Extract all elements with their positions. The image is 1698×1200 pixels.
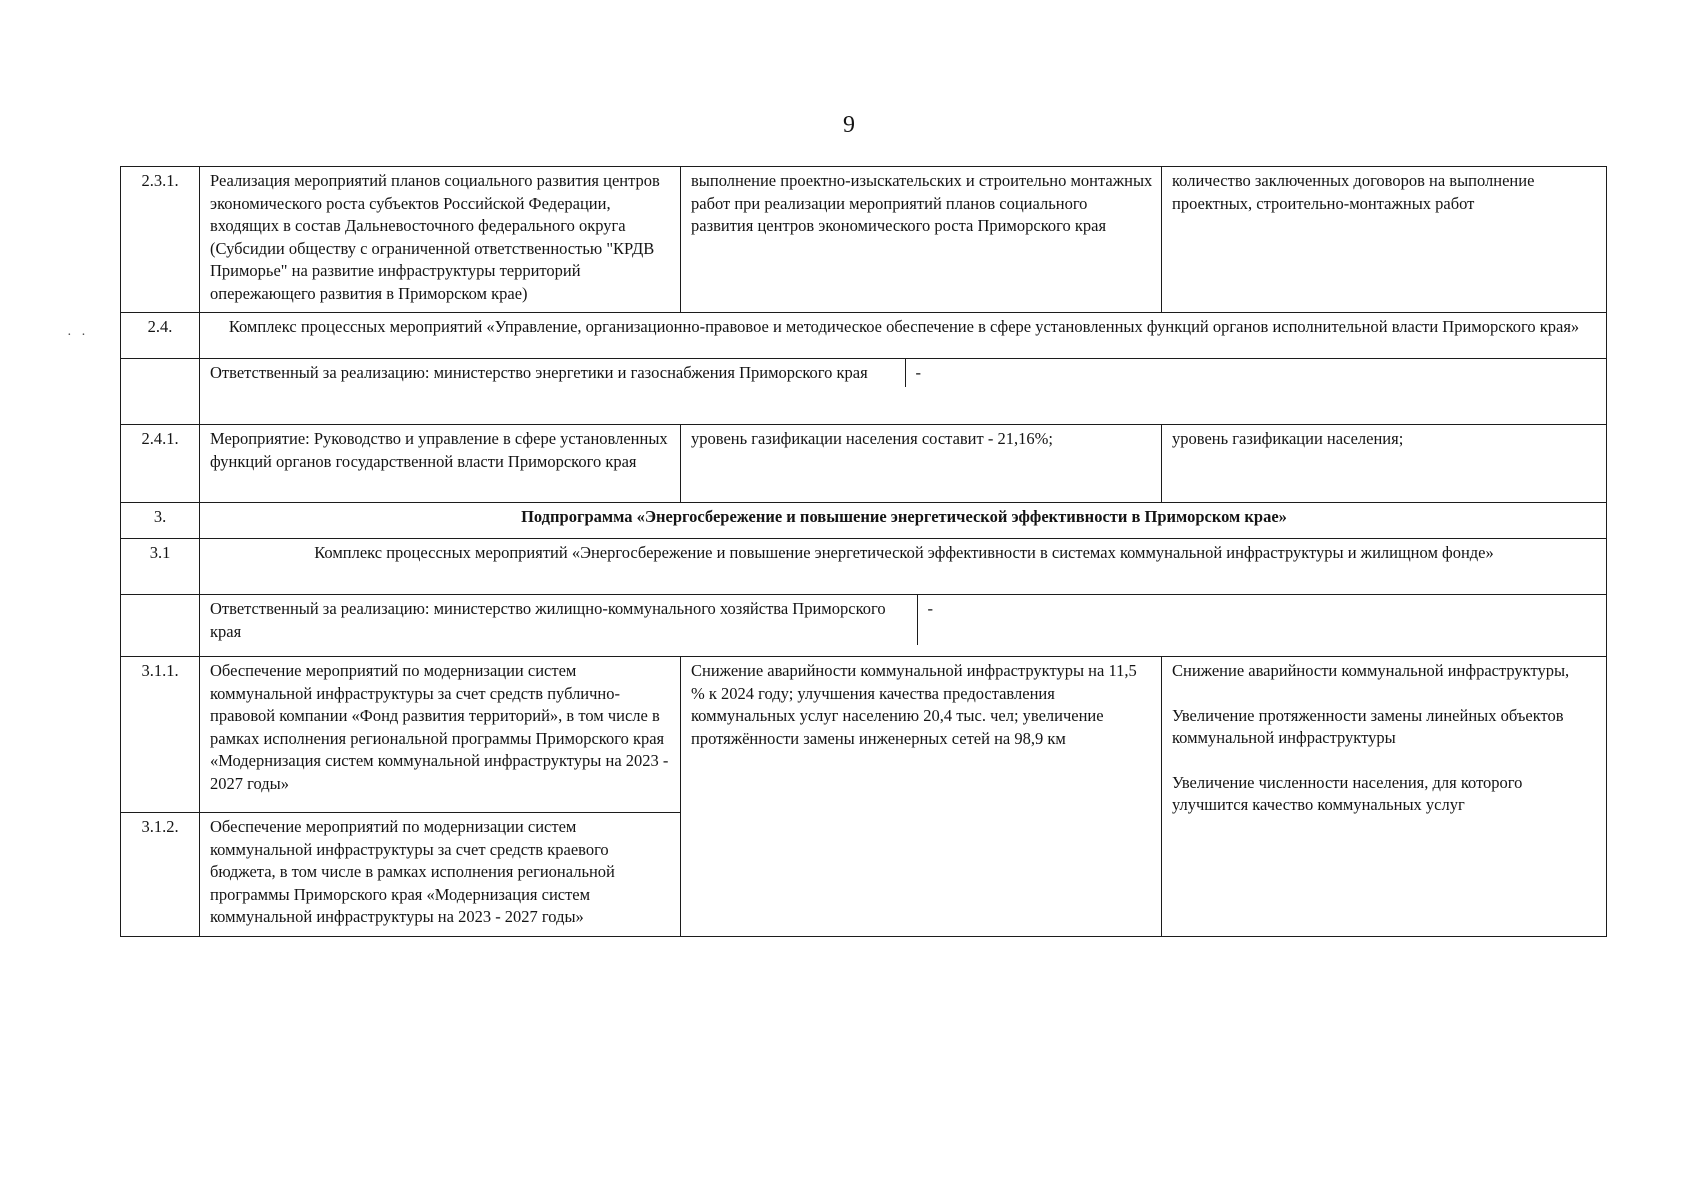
subprogram-title: Подпрограмма «Энергосбережение и повышение энергетической эффективности в Приморском крае» xyxy=(200,503,1607,539)
responsible-label: Ответственный за реализацию: министерство энергетики и газоснабжения Приморского края xyxy=(210,363,868,382)
table-row xyxy=(121,503,1607,539)
table-row xyxy=(121,359,1607,425)
activity-cell: Обеспечение мероприятий по модернизации систем коммунальной инфраструктуры за счет средств публично-правовой компании «Фонд развития территорий», в том числе в рамках исполнения региональной программы Приморского края «Модернизация систем коммунальной инфраструктуры на 2023 - 2027 годы» xyxy=(200,657,681,813)
responsible-value: - xyxy=(917,595,1606,645)
row-number: 3.1.2. xyxy=(121,813,200,937)
activity-cell: Мероприятие: Руководство и управление в сфере установленных функций органов государственной власти Приморского края xyxy=(200,425,681,503)
indicator-cell xyxy=(1162,657,1607,937)
table-row xyxy=(121,595,1607,657)
row-number xyxy=(121,359,200,425)
program-table xyxy=(120,166,1607,937)
responsible-label: Ответственный за реализацию: министерство жилищно-коммунального хозяйства Приморского края xyxy=(210,599,886,641)
row-number: 2.4.1. xyxy=(121,425,200,503)
table-row xyxy=(121,657,1607,813)
section-title: Комплекс процессных мероприятий «Энергосбережение и повышение энергетической эффективности в системах коммунальной инфраструктуры и жилищном фонде» xyxy=(200,539,1607,595)
indicator-cell: количество заключенных договоров на выполнение проектных, строительно-монтажных работ xyxy=(1162,167,1607,313)
activity-cell: Реализация мероприятий планов социального развития центров экономического роста субъектов Российской Федерации, входящих в состав Дальневосточного федерального округа (Субсидии обществу с ограниченной ответственностью "КРДВ Приморье" на развитие инфраструктуры территорий опережающего развития в Приморском крае) xyxy=(200,167,681,313)
page-number: 9 xyxy=(843,112,855,138)
result-cell: выполнение проектно-изыскательских и строительно монтажных работ при реализации мероприятий планов социального развития центров экономического роста Приморского края xyxy=(681,167,1162,313)
row-number xyxy=(121,595,200,657)
table-row xyxy=(121,425,1607,503)
row-number: 2.4. xyxy=(121,313,200,359)
responsible-cell xyxy=(200,595,1607,657)
indicator-text: Увеличение протяженности замены линейных объектов коммунальной инфраструктуры xyxy=(1172,705,1564,747)
responsible-value: - xyxy=(905,359,1606,387)
result-cell: уровень газификации населения составит - 21,16%; xyxy=(681,425,1162,503)
section-title: Комплекс процессных мероприятий «Управление, организационно-правовое и методическое обеспечение в сфере установленных функций органов исполнительной власти Приморского края» xyxy=(200,313,1607,359)
row-number: 3.1.1. xyxy=(121,657,200,813)
row-number: 2.3.1. xyxy=(121,167,200,313)
activity-cell: Обеспечение мероприятий по модернизации систем коммунальной инфраструктуры за счет средств краевого бюджета, в том числе в рамках исполнения региональной программы Приморского края «Модернизация систем коммунальной инфраструктуры на 2023 - 2027 годы» xyxy=(200,813,681,937)
table-row xyxy=(121,167,1607,313)
indicator-text: Увеличение численности населения, для которого улучшится качество коммунальных услуг xyxy=(1172,772,1523,814)
indicator-cell: уровень газификации населения; xyxy=(1162,425,1607,503)
row-number: 3. xyxy=(121,503,200,539)
result-cell: Снижение аварийности коммунальной инфраструктуры на 11,5 % к 2024 году; улучшения качества предоставления коммунальных услуг населению 20,4 тыс. чел; увеличение протяжённости замены инженерных сетей на 98,9 км xyxy=(681,657,1162,937)
responsible-cell xyxy=(200,359,1607,425)
table-row xyxy=(121,313,1607,359)
table-row xyxy=(121,539,1607,595)
indicator-text: Снижение аварийности коммунальной инфраструктуры, xyxy=(1172,661,1570,680)
row-number: 3.1 xyxy=(121,539,200,595)
scan-artifact: · · xyxy=(67,328,89,343)
